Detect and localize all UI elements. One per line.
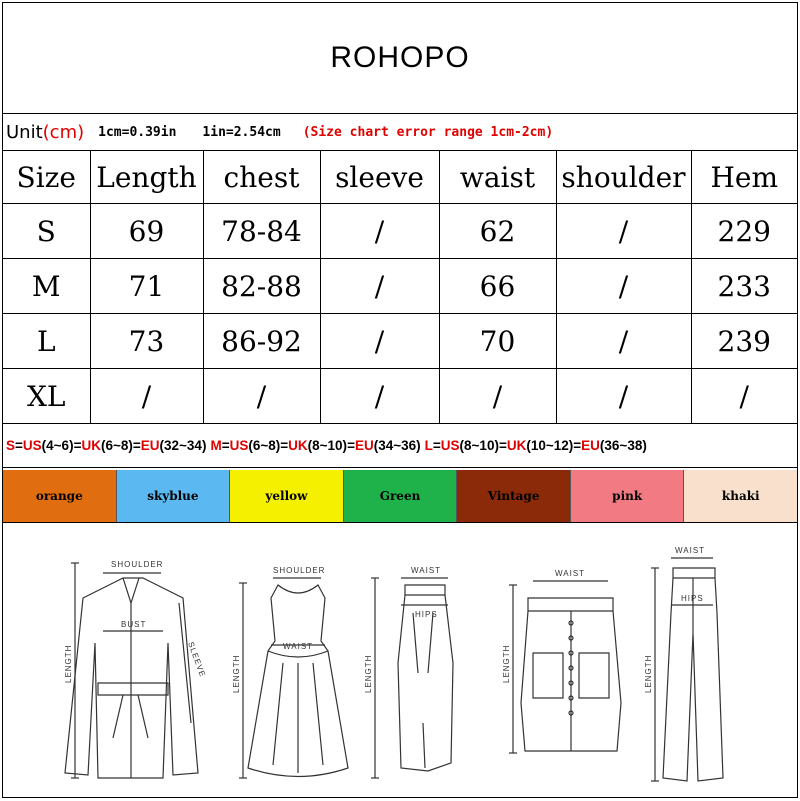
size-conversion-row [3,424,797,468]
measurement-cell: 69 [90,204,203,259]
diagram-label-waist-2: WAIST [411,566,442,575]
diagram-label-shoulder-2: SHOULDER [273,566,326,575]
conversion-text: (34~36) [373,438,421,453]
measurement-cell: / [203,369,320,424]
diagram-label-hips-2: HIPS [681,594,704,603]
measurement-cell: 233 [691,259,797,314]
in-to-cm: 1in=2.54cm [202,124,281,140]
conversion-segment [6,438,206,453]
measurement-cell: / [556,259,691,314]
color-swatch-yellow: yellow [230,470,344,522]
jacket-diagram [65,563,198,778]
size-cell: S [3,204,90,259]
conversion-text: L [424,438,433,453]
header-size: Size [3,151,90,204]
measurement-cell: 239 [691,314,797,369]
denim-skirt-diagram [509,581,621,753]
measurement-cell: / [320,204,439,259]
diagram-label-waist-1: WAIST [283,642,314,651]
measurement-cell: / [556,369,691,424]
conversion-text: (10~12) [526,438,574,453]
unit-prefix: Unit [6,121,43,143]
conversion-text: UK [81,438,101,453]
size-cell: XL [3,369,90,424]
conversion-text: = [280,438,289,453]
measurement-cell: 62 [439,204,556,259]
conversion-text: (8~10) [459,438,499,453]
measurement-cell: / [439,369,556,424]
conversion-segment [425,438,647,453]
conversion-text: = [432,438,441,453]
header-shoulder: shoulder [556,151,691,204]
measurement-cell: 86-92 [203,314,320,369]
conversion-text: UK [288,438,308,453]
error-note: (Size chart error range 1cm-2cm) [302,124,554,140]
diagram-label-waist-3: WAIST [555,569,586,578]
conversion-text: EU [581,438,600,453]
unit-paren: (cm) [42,121,85,143]
diagram-label-sleeve: SLEEVE [186,640,208,679]
conversion-text: = [132,438,141,453]
color-swatch-green: Green [344,470,458,522]
header-sleeve: sleeve [320,151,439,204]
diagram-label-length-5: LENGTH [644,654,653,693]
measurement-diagrams [3,523,797,797]
diagram-label-length-1: LENGTH [64,644,73,683]
pants-diagram [651,558,723,781]
conversion-text: EU [354,438,374,453]
diagram-label-length-2: LENGTH [232,654,241,693]
table-header-row [3,151,797,204]
measurement-cell: 78-84 [203,204,320,259]
diagram-label-hips-1: HIPS [415,610,438,619]
measurement-cell: / [320,314,439,369]
size-cell: M [3,259,90,314]
color-swatches [3,470,797,523]
diagram-label-bust: BUST [121,620,147,629]
header-waist: waist [439,151,556,204]
conversion-text: US [440,438,460,453]
measurement-cell: / [556,314,691,369]
color-swatch-vintage: Vintage [457,470,571,522]
unit-label [6,122,84,143]
conversion-text: (32~34) [159,438,207,453]
measurement-cell: / [691,369,797,424]
conversion-text: EU [140,438,160,453]
measurement-cell: 229 [691,204,797,259]
color-swatch-skyblue: skyblue [117,470,231,522]
diagram-label-length-3: LENGTH [364,654,373,693]
conversion-text: US [22,438,42,453]
table-row [3,204,797,259]
measurement-cell: 66 [439,259,556,314]
measurement-cell: 70 [439,314,556,369]
measurement-cell: 73 [90,314,203,369]
conversion-text: M [210,438,222,453]
skirt-diagram [371,578,453,778]
header-chest: chest [203,151,320,204]
table-row [3,369,797,424]
size-cell: L [3,314,90,369]
table-row [3,259,797,314]
conversion-text: (6~8) [248,438,281,453]
conversion-text: (4~6) [41,438,74,453]
conversion-text: = [347,438,355,453]
measurement-cell: 71 [90,259,203,314]
measurement-cell: / [320,259,439,314]
diagram-label-waist-4: WAIST [675,546,706,555]
measurement-cell: / [90,369,203,424]
table-row [3,314,797,369]
header-length: Length [90,151,203,204]
unit-row [3,114,797,151]
conversion-text: UK [506,438,527,453]
measurement-cell: / [320,369,439,424]
conversion-text: = [498,438,507,453]
cm-to-in: 1cm=0.39in [98,124,177,140]
conversion-text: = [573,438,582,453]
size-table [3,150,797,424]
conversion-text: US [229,438,249,453]
conversion-text: = [221,438,230,453]
diagram-label-length-4: LENGTH [502,644,511,683]
conversion-text: = [73,438,82,453]
header-hem: Hem [691,151,797,204]
diagram-label-shoulder: SHOULDER [111,560,164,569]
color-swatch-pink: pink [571,470,685,522]
conversion-text: (8~10) [307,438,348,453]
conversion-segment [210,438,420,453]
conversion-text: S [6,438,16,453]
conversion-text: (6~8) [100,438,133,453]
brand-title: ROHOPO [3,3,797,114]
dress-diagram [239,578,348,778]
conversion-text: (36~38) [599,438,647,453]
measurement-cell: 82-88 [203,259,320,314]
measurement-cell: / [556,204,691,259]
conversion-text: = [15,438,23,453]
color-swatch-khaki: khaki [684,470,797,522]
color-swatch-orange: orange [3,470,117,522]
